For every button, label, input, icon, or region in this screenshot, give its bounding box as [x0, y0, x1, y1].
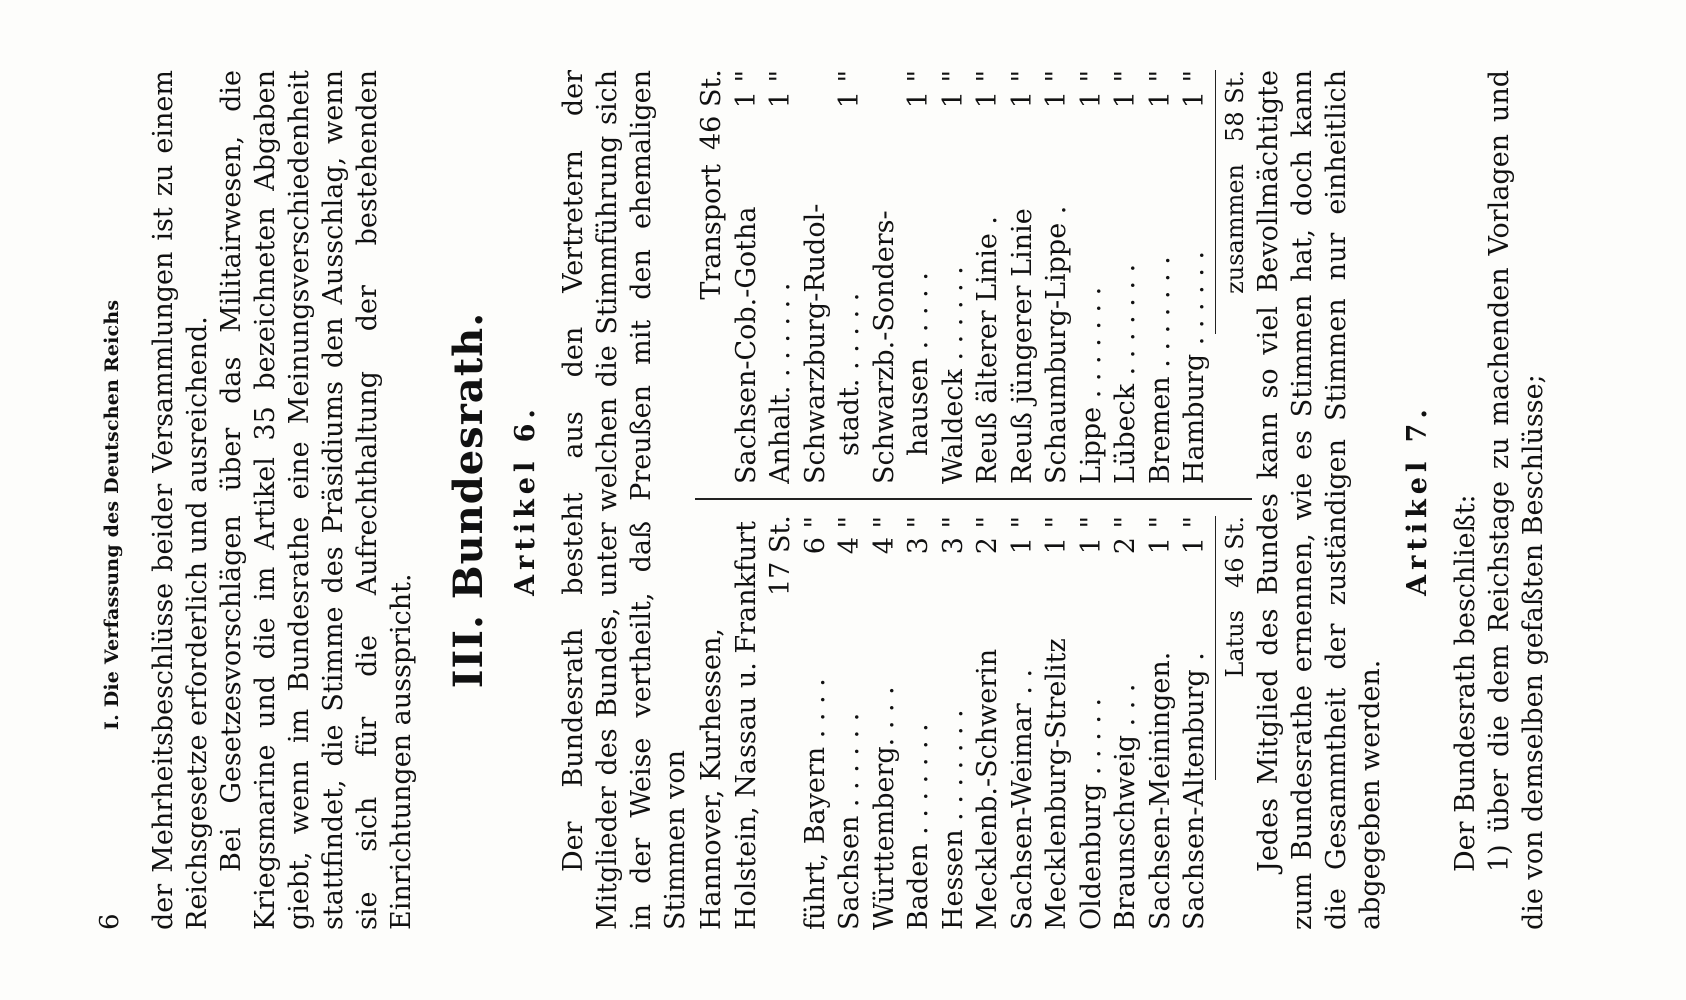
table-row: [902, 516, 937, 930]
vote-count: 2 ": [1110, 516, 1141, 555]
vote-count: 1 ": [1110, 70, 1141, 109]
table-row: [1040, 516, 1075, 930]
vote-count: 1 ": [1144, 516, 1176, 555]
table-row: [1144, 70, 1179, 484]
table-row: [902, 70, 937, 484]
transport-label: Transport: [696, 164, 727, 300]
state-name: Hamburg . . . . . .: [1179, 250, 1210, 484]
state-name: Oldenburg . . . . .: [1075, 697, 1107, 930]
table-row: [1178, 516, 1213, 930]
vote-count: 1 ": [765, 70, 796, 109]
sum-rule: [1215, 516, 1216, 780]
table-row: [868, 516, 903, 930]
running-head-title: I. Die Verfassung des Deutschen Reichs: [101, 299, 123, 730]
vote-count: 17 St.: [765, 515, 796, 596]
table-row: [799, 516, 834, 930]
table-row: [1178, 70, 1213, 484]
table-row: [868, 70, 903, 484]
vote-count: 1 ": [1179, 70, 1210, 109]
article-6-heading: Artikel 6.: [510, 404, 541, 596]
page-number: 6: [95, 913, 125, 930]
state-name: Mecklenburg-Strelitz: [1041, 638, 1072, 930]
vote-count: 1 ": [1144, 70, 1176, 109]
table-row: [1040, 70, 1075, 484]
table-row: [1006, 70, 1041, 484]
state-name: Reuß jüngerer Linie: [1006, 208, 1038, 484]
vote-count: 4 ": [834, 516, 865, 555]
table-row: [1006, 516, 1041, 930]
paragraph-military-bills: Bei Gesetzesvorschlägen über das Militairwesen, die Kriegsmarine und die im Artikel 35 bezeichneten Abgaben giebt, wenn im Bundesrathe eine Meinungsverschiedenheit stattfindet, die Stimme des Präsidiums den Ausschlag, wenn sie sich für die Aufrechthaltung der bestehenden Einrichtungen ausspricht.: [216, 70, 417, 930]
total-label: zusammen: [1220, 164, 1249, 294]
state-name: stadt. . . . . .: [834, 292, 865, 456]
table-row: [833, 70, 868, 484]
state-name: Waldeck . . . . . .: [937, 266, 969, 484]
table-row: [1075, 70, 1110, 484]
state-name: Baden . . . . . . .: [903, 723, 934, 930]
table-row: [937, 516, 972, 930]
right-rows: [730, 70, 1213, 484]
state-name: Sachsen . . . . . .: [834, 712, 865, 930]
table-row: [833, 516, 868, 930]
table-row: [1109, 516, 1144, 930]
table-row: [1075, 516, 1110, 930]
vote-count: 1 ": [730, 70, 762, 109]
vote-count: 3 ": [937, 516, 969, 555]
table-row: [764, 70, 799, 484]
total-label: Latus: [1220, 610, 1249, 678]
state-name: Braunschweig . . .: [1110, 683, 1141, 930]
vote-count: 1 ": [1041, 516, 1072, 555]
section-heading: III. Bundesrath.: [445, 311, 492, 689]
table-row: [730, 70, 765, 484]
vote-count: 1 ": [1179, 516, 1210, 555]
state-name: Hannover, Kurhessen, Holstein, Nassau u. Frankfurt: [696, 521, 762, 930]
state-name: Schaumburg-Lippe .: [1041, 205, 1072, 484]
total-value: 46 St.: [1220, 516, 1249, 588]
state-name: Schwarzb.-Sonders-: [868, 210, 900, 484]
state-name: Bremen . . . . . . .: [1144, 256, 1176, 484]
vote-count: 1 ": [1075, 70, 1107, 109]
state-name: Schwarzburg-Rudol-: [799, 203, 831, 484]
table-row: [971, 70, 1006, 484]
state-name: Sachsen-Altenburg .: [1179, 652, 1210, 930]
vote-count: 3 ": [903, 516, 934, 555]
vote-table-left-column: [695, 498, 1252, 930]
article-7-intro: Der Bundesrath beschließt:: [1450, 494, 1481, 872]
state-name: Sachsen-Weimar . .: [1006, 668, 1038, 930]
state-name: Sachsen-Cob.-Gotha: [730, 206, 762, 484]
state-name: Sachsen-Meiningen.: [1144, 651, 1176, 930]
page-content: [95, 70, 1551, 930]
table-row: [799, 70, 834, 484]
table-transport-row: [695, 70, 730, 484]
vote-count: 2 ": [972, 516, 1003, 555]
vote-count: 1 ": [834, 70, 865, 109]
sum-rule: [1215, 70, 1216, 334]
vote-count: 1 ": [1075, 516, 1107, 555]
state-name: hausen . . . . .: [903, 272, 934, 456]
table-row: [937, 70, 972, 484]
paragraph-continuation: der Mehrheitsbeschlüsse beider Versammlungen ist zu einem Reichsgesetze erforderlich und ausreichend.: [148, 70, 213, 930]
vote-count: 4 ": [868, 516, 900, 555]
state-name: Reuß älterer Linie .: [972, 216, 1003, 484]
state-name: führt, Bayern . . . .: [799, 678, 831, 930]
state-name: Hessen . . . . . . .: [937, 709, 969, 930]
article-7-item-1: 1) über die dem Reichstage zu machenden Vorlagen und die von demselben gefaßten Beschlüsse;: [1484, 70, 1549, 930]
table-total-row: [1218, 70, 1253, 484]
transport-value: 46 St.: [696, 69, 727, 150]
state-name: Anhalt. . . . . . .: [765, 282, 796, 484]
article-6-closing: Jedes Mitglied des Bundes kann so viel Bevollmächtigte zum Bundesrathe ernennen, wie es Stimmen hat, doch kann die Gesammtheit der zuständigen Stimmen nur einheitlich abgegeben werden.: [1253, 70, 1386, 930]
table-total-row: [1218, 516, 1253, 930]
state-name: Württemberg. . . .: [868, 686, 900, 930]
state-name: Lübeck . . . . . . .: [1110, 263, 1141, 484]
table-row: [971, 516, 1006, 930]
left-rows: [799, 516, 1213, 930]
vote-distribution-table: [695, 70, 1252, 930]
article-6-text: Der Bundesrath besteht aus den Vertretern der Mitglieder des Bundes, unter welchen die Stimmführung sich in der Weise vertheilt, daß Preußen mit den ehemaligen Stimmen von: [558, 70, 691, 930]
vote-count: 1 ": [972, 70, 1003, 109]
state-name: Mecklenb.-Schwerin: [972, 648, 1003, 930]
state-name: Lippe . . . . . . .: [1075, 286, 1107, 484]
vote-count: 1 ": [937, 70, 969, 109]
total-value: 58 St.: [1220, 70, 1249, 142]
vote-count: 1 ": [903, 70, 934, 109]
table-row: [1144, 516, 1179, 930]
vote-count: 1 ": [1006, 70, 1038, 109]
table-row: [695, 516, 764, 930]
running-head: [95, 70, 125, 930]
table-row: [764, 516, 799, 930]
table-row: [1109, 70, 1144, 484]
vote-table-right-column: [695, 70, 1252, 498]
vote-count: 6 ": [799, 516, 831, 555]
vote-count: 1 ": [1041, 70, 1072, 109]
vote-count: 1 ": [1006, 516, 1038, 555]
article-7-heading: Artikel 7.: [1402, 404, 1433, 596]
